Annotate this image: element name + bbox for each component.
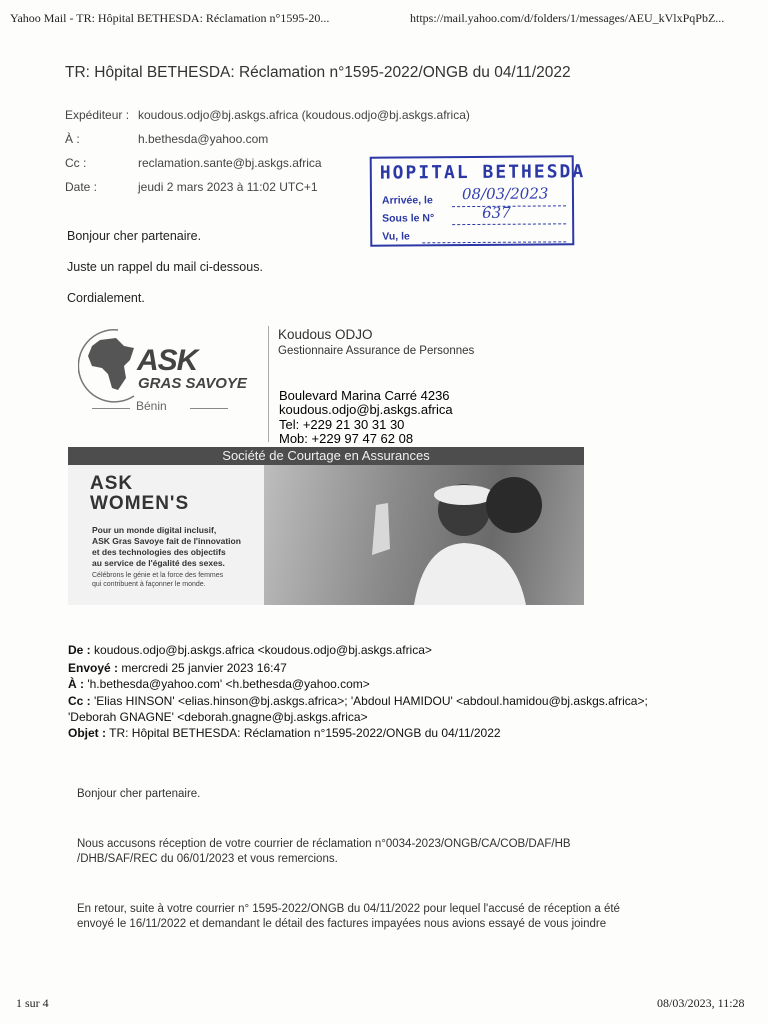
stamp-vu-line — [422, 241, 566, 243]
banner-line-3: et des technologies des objectifs — [92, 547, 226, 557]
cc-label: Cc : — [65, 156, 87, 170]
stamp-arrivee-value: 08/03/2023 — [461, 184, 549, 204]
fwd-to — [68, 677, 370, 691]
banner-line-4: au service de l'égalité des sexes. — [92, 558, 225, 568]
logo-country: Bénin — [136, 399, 167, 413]
sender-value[interactable]: koudous.odjo@bj.askgs.africa (koudous.odjo@bj.askgs.africa) — [138, 108, 470, 122]
email-subject: TR: Hôpital BETHESDA: Réclamation n°1595-2022/ONGB du 04/11/2022 — [65, 64, 571, 81]
fwd-subject — [68, 726, 501, 740]
fwd-subject-label: Objet : — [68, 726, 106, 740]
signature-role: Gestionnaire Assurance de Personnes — [278, 345, 475, 357]
woman-photo-icon — [264, 465, 584, 605]
banner-line-1: Pour un monde digital inclusif, — [92, 525, 217, 535]
banner-bar-text: Société de Courtage en Assurances — [68, 447, 584, 465]
logo-rule-right — [190, 408, 228, 409]
print-footer-page: 1 sur 4 — [16, 996, 49, 1010]
stamp-sous-value: 637 — [482, 203, 511, 222]
sender-label: Expéditeur : — [65, 108, 130, 122]
fwd-from — [68, 643, 432, 657]
ask-womens-banner[interactable] — [68, 447, 584, 605]
fwd-sent-label: Envoyé : — [68, 661, 119, 675]
message-greeting: Bonjour cher partenaire. — [77, 788, 201, 800]
banner-womens: WOMEN'S — [90, 493, 190, 514]
banner-photo — [264, 465, 584, 605]
stamp-title: HOPITAL BETHESDA — [379, 161, 586, 184]
signature-mob[interactable]: Mob: +229 97 47 62 08 — [279, 431, 414, 446]
signature-divider — [268, 326, 269, 442]
logo-rule-left — [92, 408, 130, 409]
africa-map-icon — [78, 326, 142, 406]
fwd-from-label: De : — [68, 643, 91, 657]
message-p2-line2: envoyé le 16/11/2022 et demandant le détail des factures impayées nous avions essayé de vous joindre — [77, 918, 607, 930]
logo-gras-savoye: GRAS SAVOYE — [138, 375, 247, 392]
stamp-vu-label: Vu, le — [382, 230, 410, 243]
message-p1-line2: /DHB/SAF/REC du 06/01/2023 et vous remercions. — [77, 853, 338, 865]
fwd-sent — [68, 661, 287, 675]
fwd-cc-label: Cc : — [68, 694, 91, 708]
cc-value[interactable]: reclamation.sante@bj.askgs.africa — [138, 156, 322, 170]
message-p2-line1: En retour, suite à votre courrier n° 1595-2022/ONGB du 04/11/2022 pour lequel l'accusé de réception a été — [77, 903, 620, 915]
stamp-sous-label: Sous le N° — [382, 212, 435, 225]
fwd-cc-value[interactable]: 'Elias HINSON' <elias.hinson@bj.askgs.africa>; 'Abdoul HAMIDOU' <abdoul.hamidou@bj.askgs.africa>; — [94, 694, 648, 708]
signature-email[interactable]: koudous.odjo@bj.askgs.africa — [279, 402, 453, 417]
date-label: Date : — [65, 180, 98, 194]
to-value[interactable]: h.bethesda@yahoo.com — [138, 132, 269, 146]
fwd-cc-value-2[interactable]: 'Deborah GNAGNE' <deborah.gnagne@bj.askgs.africa> — [68, 710, 368, 724]
signature-tel[interactable]: Tel: +229 21 30 31 30 — [279, 417, 405, 432]
fwd-subject-value: TR: Hôpital BETHESDA: Réclamation n°1595-2022/ONGB du 04/11/2022 — [109, 726, 501, 740]
banner-small-1: Célébrons le génie et la force des femmes — [92, 572, 224, 579]
body-greeting: Bonjour cher partenaire. — [67, 229, 202, 243]
body-closing: Cordialement. — [67, 291, 145, 305]
to-label: À : — [65, 132, 80, 146]
print-header-title: Yahoo Mail - TR: Hôpital BETHESDA: Réclamation n°1595-20... — [10, 11, 330, 25]
print-footer-datetime: 08/03/2023, 11:28 — [657, 996, 745, 1010]
banner-small-2: qui contribuent à façonner le monde. — [92, 581, 206, 588]
signature-name: Koudous ODJO — [278, 327, 373, 342]
body-reminder: Juste un rappel du mail ci-dessous. — [67, 260, 263, 274]
fwd-sent-value: mercredi 25 janvier 2023 16:47 — [121, 661, 287, 675]
date-value: jeudi 2 mars 2023 à 11:02 UTC+1 — [138, 180, 318, 194]
received-stamp — [370, 155, 586, 246]
print-header-url: https://mail.yahoo.com/d/folders/1/messages/AEU_kVlxPqPbZ... — [410, 11, 725, 25]
banner-ask: ASK — [90, 473, 134, 494]
stamp-sous-line — [452, 223, 566, 225]
signature-address: Boulevard Marina Carré 4236 — [279, 388, 450, 403]
message-p1-line1: Nous accusons réception de votre courrier de réclamation n°0034-2023/ONGB/CA/COB/DAF/HB — [77, 838, 571, 850]
fwd-cc — [68, 694, 648, 708]
fwd-from-value[interactable]: koudous.odjo@bj.askgs.africa <koudous.odjo@bj.askgs.africa> — [94, 643, 432, 657]
fwd-to-value[interactable]: 'h.bethesda@yahoo.com' <h.bethesda@yahoo.com> — [87, 677, 370, 691]
logo-ask: ASK — [137, 344, 198, 377]
fwd-to-label: À : — [68, 677, 84, 691]
stamp-arrivee-label: Arrivée, le — [381, 194, 433, 207]
banner-line-2: ASK Gras Savoye fait de l'innovation — [92, 536, 241, 546]
